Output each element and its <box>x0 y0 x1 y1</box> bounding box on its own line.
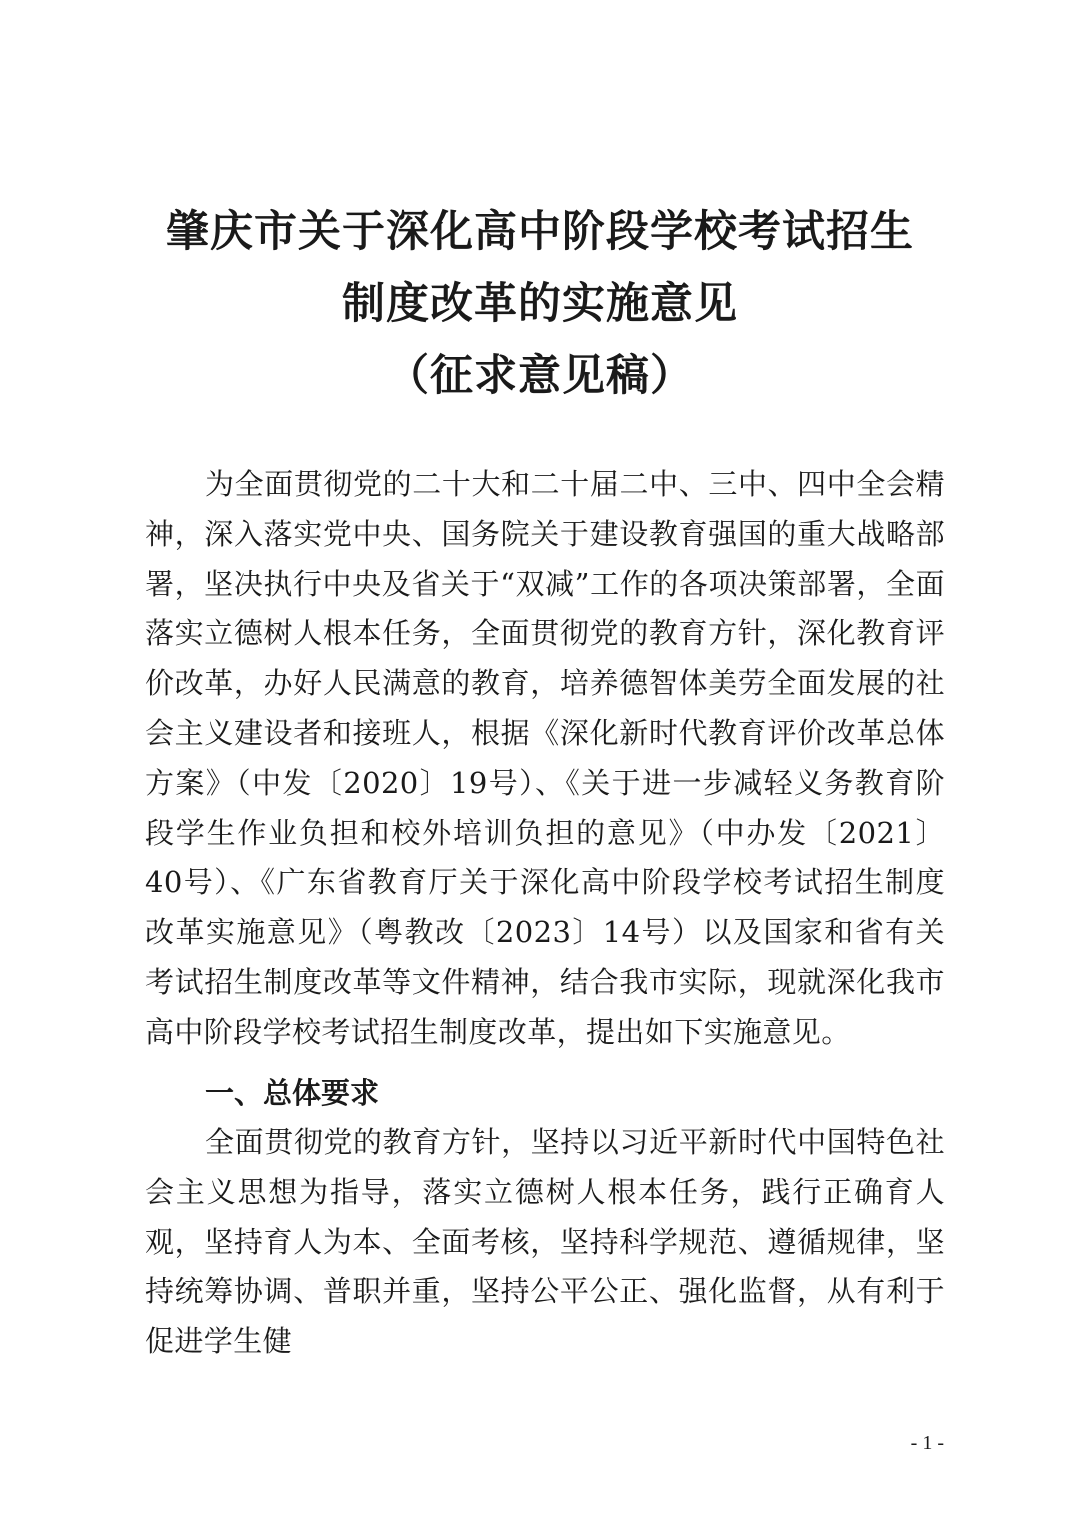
intro-paragraph: 为全面贯彻党的二十大和二十届二中、三中、四中全会精神，深入落实党中央、国务院关于建设教育强国的重大战略部署，坚决执行中央及省关于“双减”工作的各项决策部署，全面落实立德树人根本任务，全面贯彻党的教育方针，深化教育评价改革，办好人民满意的教育，培养德智体美劳全面发展的社会主义建设者和接班人，根据《深化新时代教育评价改革总体方案》（中发〔2020〕19号）、《关于进一步减轻义务教育阶段学生作业负担和校外培训负担的意见》（中办发〔2021〕40号）、《广东省教育厅关于深化高中阶段学校考试招生制度改革实施意见》（粤教改〔2023〕14号）以及国家和省有关考试招生制度改革等文件精神，结合我市实际，现就深化我市高中阶段学校考试招生制度改革，提出如下实施意见。 <box>145 467 945 1049</box>
general-requirements-paragraph: 全面贯彻党的教育方针，坚持以习近平新时代中国特色社会主义思想为指导，落实立德树人根本任务，践行正确育人观，坚持育人为本、全面考核，坚持科学规范、遵循规律，坚持统筹协调、普职并重，坚持公平公正、强化监督，从有利于促进学生健 <box>145 1125 945 1359</box>
title-line-1: 肇庆市关于深化高中阶段学校考试招生 <box>166 207 914 257</box>
document-title <box>0 196 1080 412</box>
section-heading-general-requirements: 一、总体要求 <box>205 1076 380 1110</box>
title-line-2: 制度改革的实施意见 <box>342 279 738 329</box>
title-line-3: （征求意见稿） <box>386 351 694 401</box>
page-number: - 1 - <box>910 1432 944 1454</box>
